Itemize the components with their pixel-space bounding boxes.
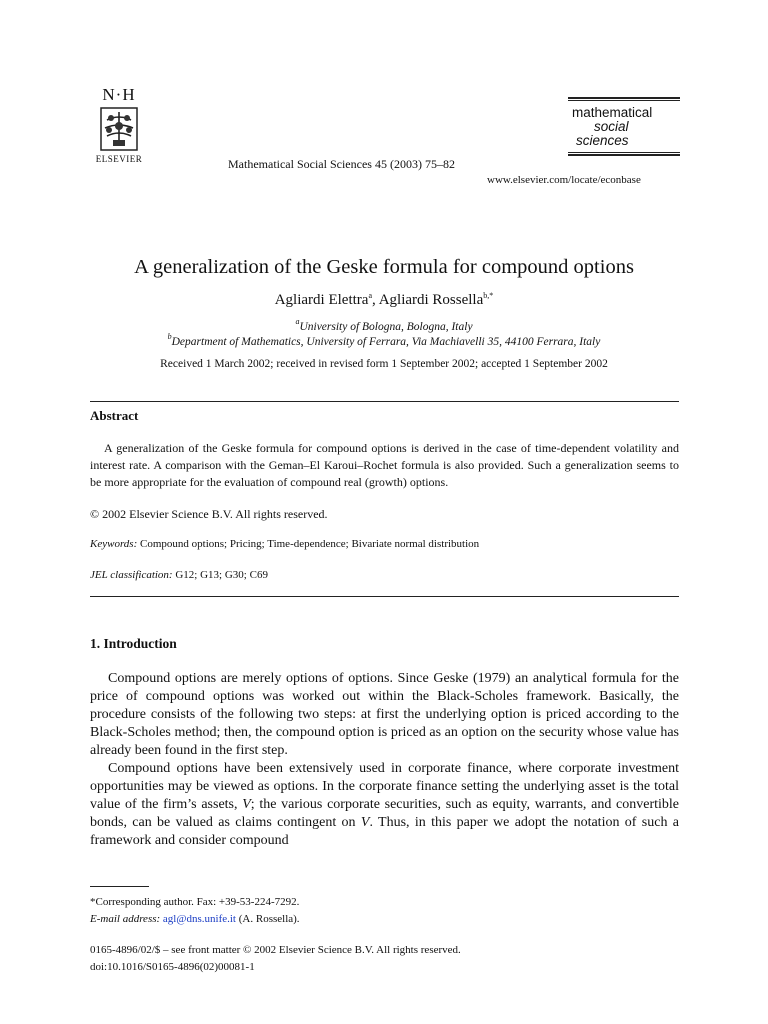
affiliation-a <box>0 317 768 333</box>
author-list <box>0 292 768 309</box>
affiliation-marker: a <box>295 317 300 326</box>
journal-logo <box>568 96 680 157</box>
journal-logo-line-1: mathematical <box>572 105 653 120</box>
keywords <box>90 538 679 550</box>
paragraph <box>90 760 679 850</box>
logo-rule <box>568 97 680 99</box>
publisher-name: ELSEVIER <box>95 154 143 164</box>
article-title: A generalization of the Geske formula for compound options <box>134 256 634 278</box>
email-note <box>90 913 300 925</box>
keywords-text: Compound options; Pricing; Time-dependence; Bivariate normal distribution <box>140 538 480 550</box>
introduction-body <box>90 670 679 850</box>
author-name: Agliardi Rossella <box>378 292 484 308</box>
corresponding-author-note: *Corresponding author. Fax: +39-53-224-7292. <box>90 896 300 908</box>
section-heading: 1. Introduction <box>90 636 177 651</box>
math-variable: V <box>360 815 370 830</box>
text-run: . Thus, in this paper we adopt the notation of such a framework and consider compound <box>90 815 679 848</box>
abstract-heading: Abstract <box>90 408 139 423</box>
journal-url[interactable]: www.elsevier.com/locate/econbase <box>487 174 641 186</box>
affiliation-marker: b,* <box>483 291 494 300</box>
text-run: ; the various corporate securities, such as equity, warrants, and convertible bonds, can be valued as claims contingent on <box>90 797 680 830</box>
keywords-label: Keywords: <box>90 538 138 550</box>
author-name: Agliardi Elettra <box>274 292 369 308</box>
doi-line: doi:10.1016/S0165-4896(02)00081-1 <box>90 961 255 973</box>
divider <box>90 401 679 402</box>
logo-rule <box>568 154 680 156</box>
front-matter-line: 0165-4896/02/$ – see front matter © 2002 Elsevier Science B.V. All rights reserved. <box>90 944 461 956</box>
jel-label: JEL classification: <box>90 569 173 581</box>
publisher-logo-text: N·H <box>102 85 136 104</box>
jel-text: G12; G13; G30; C69 <box>175 569 268 581</box>
publisher-logo <box>88 86 150 164</box>
affiliation-b <box>0 332 768 348</box>
tree-emblem-icon <box>99 106 139 152</box>
author-separator: , <box>372 292 379 308</box>
email-label: E-mail address: <box>90 913 161 925</box>
email-link[interactable]: agl@dns.unife.it <box>162 913 236 925</box>
journal-citation: Mathematical Social Sciences 45 (2003) 75–82 <box>228 157 455 171</box>
abstract-body: A generalization of the Geske formula for compound options is derived in the case of time-dependent volatility and interest rate. A comparison with the Geman–El Karoui–Rochet formula is also provided. Such a generalization seems to be more appropriate for the evaluation of compound real (growth) options. <box>90 441 679 489</box>
journal-logo-line-2: social <box>594 119 629 134</box>
logo-rule <box>568 100 680 101</box>
paragraph: Compound options are merely options of options. Since Geske (1979) an analytical formula for the price of compound options was worked out within the Black-Scholes framework. Basically, the procedure consists of the following two steps: at first the underlying option is priced according to the Black-Scholes method; then, the compound option is priced as an option on the security whose value has already been found in the first step. <box>90 671 679 758</box>
divider <box>90 596 679 597</box>
copyright-line: © 2002 Elsevier Science B.V. All rights reserved. <box>90 507 328 521</box>
logo-rule <box>568 152 680 153</box>
footnote-rule <box>90 886 149 887</box>
received-dates: Received 1 March 2002; received in revised form 1 September 2002; accepted 1 September 2002 <box>160 358 608 370</box>
math-variable: V <box>242 797 251 812</box>
affiliation-marker: b <box>167 332 172 341</box>
email-suffix: (A. Rossella). <box>236 913 300 925</box>
affiliation-text: University of Bologna, Bologna, Italy <box>299 321 473 333</box>
journal-logo-line-3: sciences <box>576 133 629 148</box>
affiliation-text: Department of Mathematics, University of Ferrara, Via Machiavelli 35, 44100 Ferrara, Italy <box>171 336 601 348</box>
text-run: Compound options have been extensively used in corporate finance, where corporate investment opportunities may be viewed as options. In the corporate finance setting the underlying asset is the total value of the firm’s assets, <box>90 761 679 812</box>
affiliation-marker: a <box>368 291 372 300</box>
jel-classification <box>90 569 679 581</box>
